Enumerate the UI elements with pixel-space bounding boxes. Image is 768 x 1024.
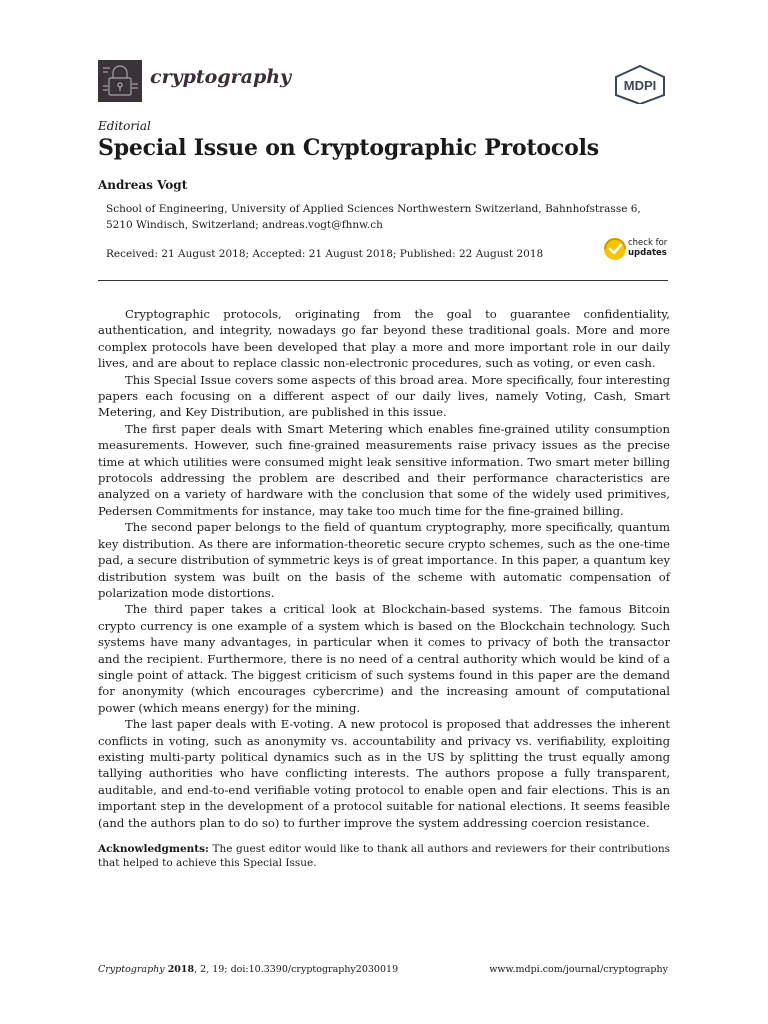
check-updates-line-1: check for <box>628 238 668 248</box>
publisher-name: MDPI <box>623 78 657 93</box>
footer-url[interactable]: www.mdpi.com/journal/cryptography <box>489 964 668 975</box>
body-paragraph-2: This Special Issue covers some aspects of this broad area. More specifically, four interesting papers each focusing on a different aspect of our daily lives, namely Voting, Cash, Smart Metering, and Key Distribution, are published in this issue. <box>98 372 670 420</box>
check-updates-text <box>628 238 667 258</box>
affiliation-line-2: 5210 Windisch, Switzerland; andreas.vogt@fhnw.ch <box>106 219 383 231</box>
footer-citation <box>98 964 398 975</box>
affiliation <box>106 201 646 233</box>
acknowledgments-text: The guest editor would like to thank all authors and reviewers for their contributions that helped to achieve this Special Issue. <box>98 843 670 869</box>
journal-name: cryptography <box>150 66 292 88</box>
header-divider <box>98 280 668 281</box>
journal-logo <box>98 60 142 102</box>
check-updates-icon <box>602 236 628 262</box>
body-paragraph-4: The second paper belongs to the field of quantum cryptography, more specifically, quantum key distribution. As there are information-theoretic secure crypto schemes, such as the one-time pad, a secure distribution of symmetric keys is of great importance. In this paper, a quantum key distribution system was built on the basis of the scheme with automatic compensation of polarization mode distortions. <box>98 520 670 600</box>
footer-year: 2018 <box>167 964 195 975</box>
footer-citation-rest: , 2, 19; doi:10.3390/cryptography2030019 <box>194 964 399 975</box>
body-paragraph-3: The first paper deals with Smart Metering which enables fine-grained utility consumption measurements. However, such fine-grained measurements raise privacy issues as the precise time at which utilities were consumed might leak sensitive information. Two smart meter billing protocols addressing the problem are described and their performance characteristics are analyzed on a variety of hardware with the conclusion that some of the widely used primitives, Pedersen Commitments for instance, may take too much time for the fine-grained billing. <box>98 421 670 518</box>
article-type: Editorial <box>98 119 151 133</box>
acknowledgments-label: Acknowledgments: <box>98 843 209 855</box>
mdpi-hexagon-icon <box>612 64 668 104</box>
footer-journal: Cryptography <box>98 964 165 975</box>
mdpi-logo <box>612 64 668 104</box>
body-paragraph-1: Cryptographic protocols, originating from the goal to guarantee confidentiality, authentication, and integrity, nowadays go far beyond these traditional goals. More and more complex protocols have been developed that play a more and more important role in our daily lives, and are about to replace classic non-electronic procedures, such as voting, or even cash. <box>98 307 670 371</box>
body-paragraph-6: The last paper deals with E-voting. A new protocol is proposed that addresses the inherent conflicts in voting, such as anonymity vs. accountability and privacy vs. verifiability, exploiting existing multi-party political dynamics such as in the US by splitting the trust equally among tallying authorities who have conflicting interests. The authors propose a fully transparent, auditable, and end-to-end verifiable voting protocol to enable open and fair elections. This is an important step in the development of a protocol suitable for national elections. It seems feasible (and the authors plan to do so) to further improve the system addressing coercion resistance. <box>98 717 670 830</box>
publication-dates: Received: 21 August 2018; Accepted: 21 August 2018; Published: 22 August 2018 <box>106 248 544 260</box>
body-paragraph-5: The third paper takes a critical look at Blockchain-based systems. The famous Bitcoin crypto currency is one example of a system which is based on the Blockchain technology. Such systems have many advantages, in particular when it comes to privacy of both the transactor and the recipient. Furthermore, there is no need of a central authority which would be kind of a single point of attack. The biggest criticism of such systems found in this paper are the demand for anonymity (which encourages cybercrime) and the increasing amount of computational power (which means energy) for the mining. <box>98 602 670 715</box>
check-updates-line-2: updates <box>628 248 667 258</box>
page-title: Special Issue on Cryptographic Protocols <box>98 135 599 161</box>
acknowledgments <box>98 842 670 870</box>
article-body <box>98 306 670 831</box>
padlock-icon <box>98 60 142 102</box>
affiliation-line-1: School of Engineering, University of Applied Sciences Northwestern Switzerland, Bahnhofstrasse 6, <box>106 203 641 215</box>
author-name: Andreas Vogt <box>98 178 188 192</box>
